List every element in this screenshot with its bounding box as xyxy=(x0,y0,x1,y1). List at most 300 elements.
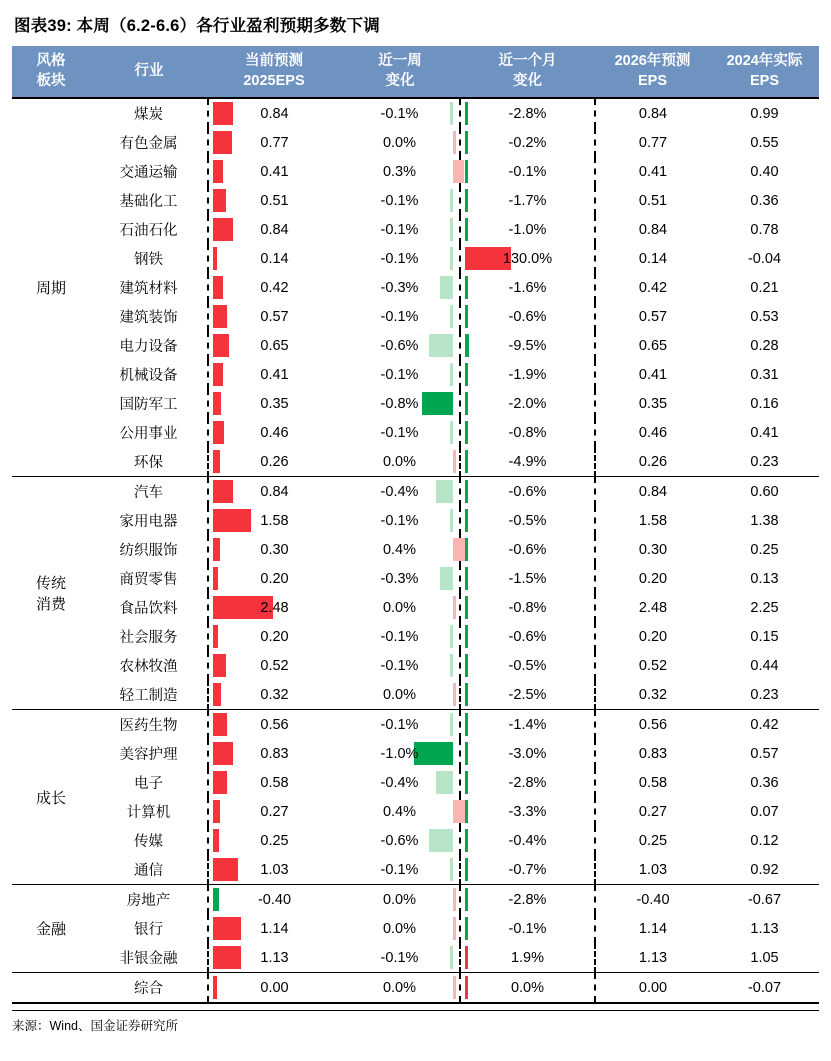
month-bar xyxy=(465,888,468,911)
col-header-eps2025: 当前预测 2025EPS xyxy=(208,46,340,98)
week-change-value: -0.1% xyxy=(380,250,419,267)
month-bar xyxy=(465,771,468,794)
eps-2025-cell xyxy=(208,331,340,360)
eps-2025-cell xyxy=(208,797,340,826)
eps-2026-cell: 0.32 xyxy=(638,686,668,703)
industry-name: 医药生物 xyxy=(90,710,208,740)
month-change-cell xyxy=(460,593,595,622)
eps-2024-cell: -0.07 xyxy=(710,973,819,1004)
eps-2025-value: 2.48 xyxy=(260,599,289,616)
week-change-value: 0.4% xyxy=(382,803,417,820)
eps-2025-value: 0.35 xyxy=(260,395,289,412)
month-bar xyxy=(465,363,468,386)
week-change-cell xyxy=(340,186,460,215)
month-bar xyxy=(465,334,469,357)
change-bar xyxy=(450,363,453,386)
month-change-cell xyxy=(460,389,595,418)
eps-2025-value: 0.25 xyxy=(260,832,289,849)
eps-2025-value: 1.03 xyxy=(260,861,289,878)
week-change-value: -0.4% xyxy=(380,774,419,791)
eps-2025-value: 0.84 xyxy=(260,221,289,238)
industry-name: 钢铁 xyxy=(134,252,163,269)
eps-2026-cell: 0.42 xyxy=(638,279,668,296)
col-header-week-change: 近一周 变化 xyxy=(340,46,460,98)
week-change-cell xyxy=(340,331,460,360)
eps-2026-cell: 1.03 xyxy=(638,861,668,878)
industry-name: 石油石化 xyxy=(119,223,178,240)
table-row xyxy=(12,564,819,593)
table-row xyxy=(12,973,819,1004)
month-change-cell xyxy=(460,855,595,885)
eps-2024-cell: 0.36 xyxy=(750,774,779,791)
industry-name: 建筑装饰 xyxy=(119,310,178,327)
change-bar xyxy=(429,334,453,357)
month-change-value: -4.9% xyxy=(508,453,547,470)
month-change-value: -0.6% xyxy=(508,541,547,558)
change-bar xyxy=(440,567,453,590)
eps-2024-cell: 0.41 xyxy=(750,424,779,441)
change-bar xyxy=(450,421,453,444)
month-change-cell xyxy=(460,273,595,302)
month-change-cell xyxy=(460,973,595,1004)
change-bar xyxy=(450,189,453,212)
eps-2024-cell: 0.13 xyxy=(750,570,779,587)
month-change-cell xyxy=(460,535,595,564)
week-change-cell xyxy=(340,651,460,680)
eps-bar xyxy=(213,654,226,677)
table-row xyxy=(12,98,819,128)
table-row xyxy=(12,506,819,535)
eps-2024-cell: 0.07 xyxy=(750,803,779,820)
eps-2026-cell: 0.46 xyxy=(638,424,668,441)
page-title: 图表39: 本周（6.2-6.6）各行业盈利预期多数下调 xyxy=(14,17,380,35)
industry-name: 美容护理 xyxy=(119,747,178,764)
eps-2025-cell xyxy=(208,651,340,680)
change-bar xyxy=(440,276,453,299)
month-change-value: -1.7% xyxy=(508,192,547,209)
eps-2024-cell: 0.53 xyxy=(750,308,779,325)
change-bar xyxy=(436,771,453,794)
eps-2025-cell xyxy=(208,477,340,507)
eps-2024-cell: 0.92 xyxy=(750,861,779,878)
week-change-cell xyxy=(340,535,460,564)
eps-2026-cell: 0.77 xyxy=(638,134,668,151)
industry-name: 机械设备 xyxy=(119,368,178,385)
month-change-cell xyxy=(460,651,595,680)
month-change-cell xyxy=(460,914,595,943)
industry-name: 银行 xyxy=(134,922,163,939)
table-row xyxy=(12,186,819,215)
week-change-cell xyxy=(340,973,460,1004)
week-change-cell xyxy=(340,885,460,915)
eps-2025-cell xyxy=(208,98,340,128)
eps-2024-cell: 1.13 xyxy=(750,920,779,937)
week-change-cell xyxy=(340,447,460,477)
week-change-value: -0.1% xyxy=(380,628,419,645)
eps-2026-cell: -0.40 xyxy=(595,885,710,915)
group-label: 传统 消费 xyxy=(12,477,90,710)
month-change-cell xyxy=(460,244,595,273)
month-bar xyxy=(465,683,468,706)
month-change-value: -0.5% xyxy=(508,512,547,529)
eps-2024-cell: 0.57 xyxy=(750,745,779,762)
eps-2026-cell: 0.35 xyxy=(638,395,668,412)
month-change-value: 130.0% xyxy=(502,250,553,267)
eps-2025-value: 0.46 xyxy=(260,424,289,441)
table-row xyxy=(12,157,819,186)
industry-name: 传媒 xyxy=(134,834,163,851)
industry-name: 商贸零售 xyxy=(119,572,178,589)
eps-2026-cell: 0.41 xyxy=(638,366,668,383)
month-change-value: -0.1% xyxy=(508,163,547,180)
table-row xyxy=(12,943,819,973)
eps-2025-cell xyxy=(208,244,340,273)
change-bar xyxy=(453,450,456,473)
month-change-cell xyxy=(460,331,595,360)
week-change-value: -0.1% xyxy=(380,657,419,674)
week-change-value: 0.4% xyxy=(382,541,417,558)
eps-2026-cell: 1.58 xyxy=(638,512,668,529)
eps-2026-cell: 0.27 xyxy=(638,803,668,820)
eps-2024-cell: 0.23 xyxy=(750,686,779,703)
eps-2024-cell: -0.04 xyxy=(747,250,782,267)
industry-name: 计算机 xyxy=(126,805,171,822)
change-bar xyxy=(414,742,453,765)
eps-bar xyxy=(213,800,220,823)
week-change-value: 0.0% xyxy=(382,979,417,996)
change-bar xyxy=(453,131,456,154)
month-bar xyxy=(465,917,468,940)
group-label xyxy=(12,973,90,1004)
eps-2026-cell: 0.14 xyxy=(638,250,668,267)
month-bar xyxy=(465,392,468,415)
eps-2026-cell: 0.30 xyxy=(638,541,668,558)
industry-name: 公用事业 xyxy=(119,426,178,443)
month-bar xyxy=(465,567,468,590)
col-header-group: 风格 板块 xyxy=(12,46,90,98)
table-body xyxy=(12,98,819,1003)
week-change-value: 0.3% xyxy=(382,163,417,180)
change-bar xyxy=(436,480,453,503)
week-change-value: -0.1% xyxy=(380,512,419,529)
table-row xyxy=(12,710,819,740)
table-row xyxy=(12,593,819,622)
month-change-value: -0.6% xyxy=(508,483,547,500)
eps-2025-value: 0.27 xyxy=(260,803,289,820)
month-bar xyxy=(465,421,468,444)
eps-bar xyxy=(213,189,226,212)
table-header xyxy=(12,46,819,98)
eps-bar xyxy=(213,858,238,881)
eps-2026-cell: 2.48 xyxy=(638,599,668,616)
table-row xyxy=(12,215,819,244)
eps-bar xyxy=(213,742,233,765)
eps-bar xyxy=(213,131,232,154)
group-label: 金融 xyxy=(12,885,90,973)
industry-name: 电子 xyxy=(134,776,163,793)
eps-2025-cell xyxy=(208,418,340,447)
eps-bar xyxy=(213,917,241,940)
eps-2026-cell: 0.20 xyxy=(638,628,668,645)
change-bar xyxy=(450,654,453,677)
eps-2025-value: 0.41 xyxy=(260,366,289,383)
change-bar xyxy=(450,218,453,241)
month-bar xyxy=(465,800,468,823)
month-change-value: -1.5% xyxy=(508,570,547,587)
table-row xyxy=(12,273,819,302)
table-row xyxy=(12,128,819,157)
month-change-value: -2.8% xyxy=(508,891,547,908)
industry-name: 环保 xyxy=(134,455,163,472)
eps-2025-cell xyxy=(208,973,340,1004)
eps-2025-cell xyxy=(208,128,340,157)
week-change-cell xyxy=(340,593,460,622)
eps-2026-cell: 0.00 xyxy=(595,973,710,1004)
week-change-cell xyxy=(340,564,460,593)
week-change-cell xyxy=(340,768,460,797)
week-change-cell xyxy=(340,855,460,885)
month-change-value: -1.6% xyxy=(508,279,547,296)
eps-2024-cell: 0.78 xyxy=(750,221,779,238)
week-change-cell xyxy=(340,244,460,273)
eps-2025-cell xyxy=(208,914,340,943)
eps-2024-cell: 0.40 xyxy=(750,163,779,180)
month-change-value: -1.0% xyxy=(508,221,547,238)
industry-name: 社会服务 xyxy=(119,630,178,647)
industry-name: 房地产 xyxy=(90,885,208,915)
eps-2025-cell xyxy=(208,564,340,593)
month-change-cell xyxy=(460,885,595,915)
eps-bar xyxy=(213,102,233,125)
eps-bar xyxy=(213,625,218,648)
eps-2025-cell xyxy=(208,506,340,535)
week-change-cell xyxy=(340,826,460,855)
eps-2025-value: 0.83 xyxy=(260,745,289,762)
month-change-value: -0.6% xyxy=(508,308,547,325)
month-change-cell xyxy=(460,506,595,535)
industry-name: 非银金融 xyxy=(119,951,178,968)
eps-bar xyxy=(213,888,219,911)
week-change-value: -0.1% xyxy=(380,861,419,878)
week-change-cell xyxy=(340,360,460,389)
week-change-value: -0.1% xyxy=(380,366,419,383)
week-change-value: -0.6% xyxy=(380,337,419,354)
week-change-value: 0.0% xyxy=(382,891,417,908)
month-bar xyxy=(465,742,468,765)
eps-2024-cell: 0.25 xyxy=(750,541,779,558)
change-bar xyxy=(450,625,453,648)
month-change-cell xyxy=(460,360,595,389)
industry-name: 纺织服饰 xyxy=(119,543,178,560)
table-row xyxy=(12,768,819,797)
month-change-value: -3.0% xyxy=(508,745,547,762)
month-change-value: -0.2% xyxy=(508,134,547,151)
week-change-value: -0.4% xyxy=(380,483,419,500)
month-change-cell xyxy=(460,768,595,797)
source-note: 来源：Wind、国金证券研究所 xyxy=(12,1010,819,1034)
eps-2025-value: -0.40 xyxy=(257,891,292,908)
eps-2024-cell: 1.05 xyxy=(750,949,779,966)
industry-name: 国防军工 xyxy=(119,397,178,414)
industry-name: 煤炭 xyxy=(90,98,208,128)
col-header-month-change: 近一个月 变化 xyxy=(460,46,595,98)
month-bar xyxy=(465,480,468,503)
week-change-value: 0.0% xyxy=(382,599,417,616)
eps-bar xyxy=(213,276,223,299)
table-row xyxy=(12,914,819,943)
change-bar xyxy=(450,713,453,736)
change-bar xyxy=(450,509,453,532)
eps-2026-cell: 0.51 xyxy=(638,192,668,209)
change-bar xyxy=(450,858,453,881)
eps-2024-cell: 0.12 xyxy=(750,832,779,849)
month-change-value: -0.8% xyxy=(508,599,547,616)
eps-2026-cell: 0.84 xyxy=(595,477,710,507)
week-change-cell xyxy=(340,302,460,331)
eps-2025-value: 1.13 xyxy=(260,949,289,966)
eps-2025-value: 0.20 xyxy=(260,570,289,587)
month-change-cell xyxy=(460,157,595,186)
eps-bar xyxy=(213,160,223,183)
month-bar xyxy=(465,131,468,154)
industry-name: 食品饮料 xyxy=(119,601,178,618)
week-change-value: -0.1% xyxy=(380,221,419,238)
week-change-cell xyxy=(340,680,460,710)
week-change-value: -0.8% xyxy=(380,395,419,412)
eps-bar xyxy=(213,683,221,706)
eps-2025-cell xyxy=(208,855,340,885)
month-bar xyxy=(465,102,468,125)
week-change-cell xyxy=(340,273,460,302)
month-change-cell xyxy=(460,186,595,215)
month-bar xyxy=(465,829,468,852)
change-bar xyxy=(453,596,456,619)
eps-2025-cell xyxy=(208,739,340,768)
month-change-cell xyxy=(460,622,595,651)
eps-bar xyxy=(213,421,224,444)
industry-name: 汽车 xyxy=(90,477,208,507)
industry-name: 通信 xyxy=(134,863,163,880)
table-row xyxy=(12,622,819,651)
eps-bar xyxy=(213,363,223,386)
month-change-value: -3.3% xyxy=(508,803,547,820)
eps-bar xyxy=(213,480,233,503)
eps-2024-cell: 0.23 xyxy=(750,453,779,470)
eps-2026-cell: 0.52 xyxy=(638,657,668,674)
eps-2025-value: 0.56 xyxy=(260,716,289,733)
month-change-cell xyxy=(460,797,595,826)
table-row xyxy=(12,651,819,680)
month-change-cell xyxy=(460,943,595,973)
month-change-cell xyxy=(460,215,595,244)
week-change-value: -1.0% xyxy=(380,745,419,762)
eps-2026-cell: 0.25 xyxy=(638,832,668,849)
month-change-cell xyxy=(460,447,595,477)
table-row xyxy=(12,680,819,710)
eps-bar xyxy=(213,509,251,532)
week-change-value: -0.1% xyxy=(380,424,419,441)
week-change-value: 0.0% xyxy=(382,134,417,151)
eps-2025-value: 0.51 xyxy=(260,192,289,209)
eps-2025-value: 0.58 xyxy=(260,774,289,791)
eps-2025-cell xyxy=(208,535,340,564)
table-row xyxy=(12,797,819,826)
week-change-cell xyxy=(340,622,460,651)
week-change-value: 0.0% xyxy=(382,453,417,470)
eps-2025-cell xyxy=(208,943,340,973)
col-header-industry: 行业 xyxy=(90,46,208,98)
col-header-eps2026: 2026年预测 EPS xyxy=(595,46,710,98)
eps-2025-cell xyxy=(208,826,340,855)
table-row xyxy=(12,389,819,418)
group-label: 成长 xyxy=(12,710,90,885)
table-row xyxy=(12,244,819,273)
eps-2025-cell xyxy=(208,447,340,477)
month-change-cell xyxy=(460,710,595,740)
eps-2025-value: 0.20 xyxy=(260,628,289,645)
eps-bar xyxy=(213,829,219,852)
eps-bar xyxy=(213,334,229,357)
month-change-value: -0.1% xyxy=(508,920,547,937)
week-change-cell xyxy=(340,215,460,244)
eps-2025-value: 0.77 xyxy=(260,134,289,151)
industry-name: 基础化工 xyxy=(119,194,178,211)
week-change-cell xyxy=(340,157,460,186)
industry-name: 交通运输 xyxy=(119,165,178,182)
eps-2025-cell xyxy=(208,360,340,389)
eps-2025-value: 0.41 xyxy=(260,163,289,180)
eps-2025-value: 0.00 xyxy=(260,979,289,996)
eps-2025-value: 0.32 xyxy=(260,686,289,703)
eps-2024-cell: 0.16 xyxy=(750,395,779,412)
eps-bar xyxy=(213,450,220,473)
week-change-value: -0.3% xyxy=(380,279,419,296)
eps-bar xyxy=(213,946,241,969)
month-change-value: -1.4% xyxy=(508,716,547,733)
industry-name: 建筑材料 xyxy=(119,281,178,298)
eps-2026-cell: 0.84 xyxy=(638,221,668,238)
eps-bar xyxy=(213,771,227,794)
eps-2024-cell: 0.60 xyxy=(710,477,819,507)
eps-2026-cell: 0.41 xyxy=(638,163,668,180)
industry-name: 轻工制造 xyxy=(119,688,178,705)
week-change-value: 0.0% xyxy=(382,920,417,937)
month-bar xyxy=(465,858,468,881)
eps-2024-cell: 0.28 xyxy=(750,337,779,354)
month-change-cell xyxy=(460,826,595,855)
eps-2025-cell xyxy=(208,680,340,710)
week-change-value: -0.1% xyxy=(380,716,419,733)
week-change-cell xyxy=(340,418,460,447)
change-bar xyxy=(450,946,453,969)
week-change-cell xyxy=(340,98,460,128)
eps-2025-value: 1.58 xyxy=(260,512,289,529)
month-bar xyxy=(465,654,468,677)
week-change-cell xyxy=(340,389,460,418)
month-bar xyxy=(465,625,468,648)
eps-2026-cell: 0.65 xyxy=(638,337,668,354)
month-bar xyxy=(465,596,468,619)
month-change-value: 0.0% xyxy=(510,979,545,996)
change-bar xyxy=(450,247,453,270)
change-bar xyxy=(453,888,456,911)
eps-2025-cell xyxy=(208,768,340,797)
eps-bar xyxy=(213,538,220,561)
month-change-value: -0.8% xyxy=(508,424,547,441)
eps-2025-value: 1.14 xyxy=(260,920,289,937)
eps-2024-cell: 1.38 xyxy=(750,512,779,529)
month-change-value: -0.4% xyxy=(508,832,547,849)
